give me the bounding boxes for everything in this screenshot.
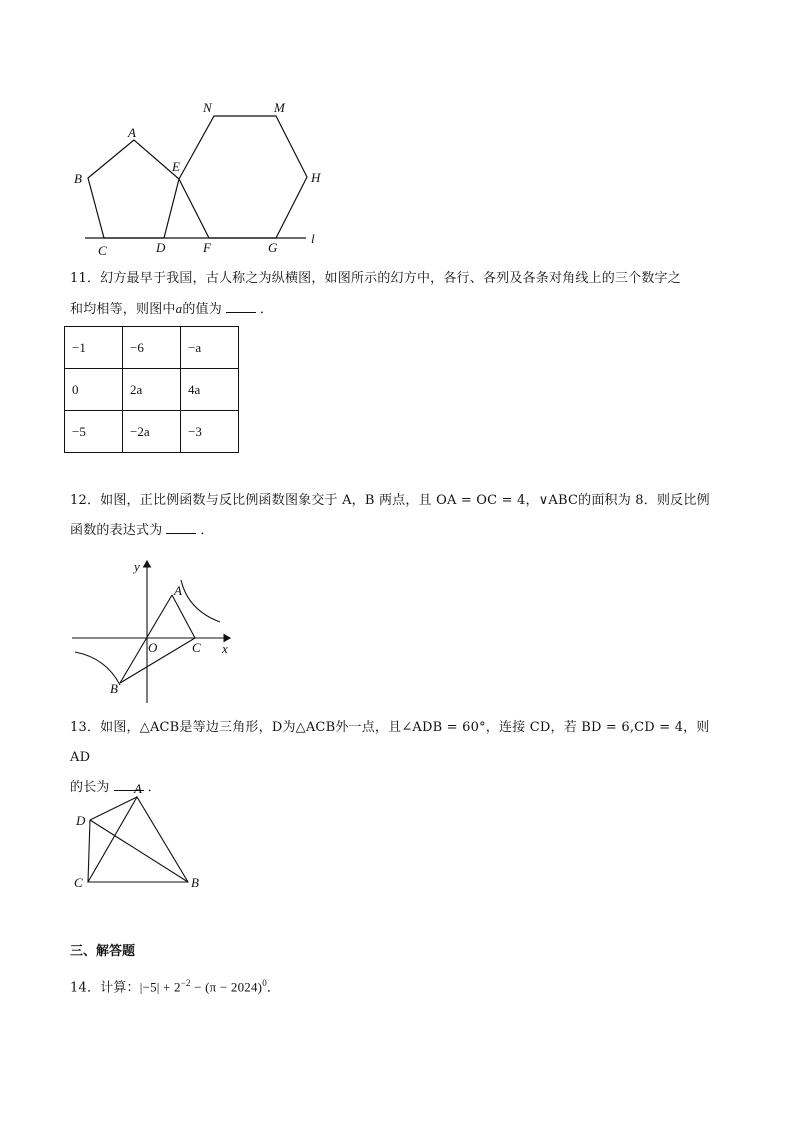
- question-12-text: [70, 486, 720, 546]
- line-BC: [120, 638, 195, 683]
- q12-line-2: [70, 516, 720, 546]
- q11-line-1: 11．幻方最早于我国，古人称之为纵横图，如图所示的幻方中，各行、各列及各条对角线上的三个数字之: [70, 271, 681, 286]
- q12-end: ．: [200, 523, 214, 538]
- pentagon: [88, 140, 179, 238]
- table-row: [65, 411, 239, 453]
- function-graph-figure: [70, 555, 240, 705]
- question-14-text: [70, 968, 720, 1003]
- line-AC: [172, 595, 195, 638]
- q13-text-b: 的长为: [70, 780, 110, 795]
- label-H: H: [311, 170, 321, 185]
- label-C: C: [98, 243, 107, 258]
- table-cell: 4a: [181, 369, 239, 411]
- hexagon: [179, 116, 307, 238]
- label-C: C: [192, 640, 201, 655]
- line-DC: [88, 820, 90, 882]
- hyperbola-branch-1: [181, 580, 220, 622]
- q14-plus: + 2: [159, 979, 181, 995]
- q12-text-b: 函数的表达式为: [70, 523, 163, 538]
- table-row: [65, 369, 239, 411]
- table-cell: 2a: [123, 369, 181, 411]
- table-cell: 0: [65, 369, 123, 411]
- table-cell: −a: [181, 327, 239, 369]
- q12-line-1: 12．如图，正比例函数与反比例函数图象交于 A，B 两点，且 OA = OC = 4，∨ABC的面积为 8．则反比例: [70, 493, 710, 508]
- answer-blank: [166, 521, 196, 534]
- label-A: A: [128, 125, 136, 140]
- answer-blank: [226, 300, 256, 313]
- magic-square-table: [64, 326, 239, 453]
- q11-line-2: [70, 294, 720, 325]
- triangle-ACB: [88, 797, 188, 882]
- label-F: F: [203, 240, 211, 255]
- q14-end: ．: [266, 980, 281, 996]
- section-title: 三、解答题: [70, 944, 136, 959]
- label-D: D: [76, 813, 86, 828]
- table-cell: −6: [123, 327, 181, 369]
- table-cell: −1: [65, 327, 123, 369]
- q14-prefix: 14．计算：: [70, 980, 140, 996]
- label-y: y: [134, 559, 140, 574]
- label-l: l: [311, 231, 315, 246]
- equilateral-triangle-figure: [70, 780, 220, 895]
- question-11-text: [70, 264, 720, 325]
- table-cell: −2a: [123, 411, 181, 453]
- label-x: x: [222, 641, 228, 656]
- q14-abs: |−5|: [139, 979, 160, 995]
- label-A: A: [134, 781, 142, 796]
- label-D: D: [156, 240, 166, 255]
- q11-text-b1: 和均相等，则图中: [70, 302, 176, 317]
- q14-zero: 0: [262, 978, 267, 988]
- q11-variable: a: [175, 301, 183, 316]
- table-cell: −3: [181, 411, 239, 453]
- q13-line-1: 13．如图，△ACB是等边三角形，D为△ACB外一点，且∠ADB = 60°，连接 CD，若 BD = 6,CD = 4，则 AD: [70, 720, 710, 765]
- table-cell: −5: [65, 411, 123, 453]
- q11-text-b2: 的值为: [182, 302, 222, 317]
- pentagon-hexagon-figure: [60, 95, 340, 260]
- label-O: O: [148, 640, 158, 655]
- line-DB: [90, 820, 188, 882]
- q14-exponent: −2: [180, 978, 191, 988]
- label-E: E: [172, 159, 180, 174]
- q13-end: ．: [147, 780, 161, 795]
- label-G: G: [268, 240, 278, 255]
- label-C: C: [74, 875, 83, 890]
- line-AB: [120, 595, 172, 683]
- label-A: A: [174, 583, 182, 598]
- q14-minus: − (π − 2024): [190, 979, 263, 995]
- label-B: B: [110, 681, 118, 696]
- label-N: N: [203, 100, 212, 115]
- label-B: B: [191, 875, 199, 890]
- table-row: [65, 327, 239, 369]
- label-B: B: [74, 171, 82, 186]
- q11-end: ．: [259, 302, 274, 317]
- label-M: M: [274, 100, 285, 115]
